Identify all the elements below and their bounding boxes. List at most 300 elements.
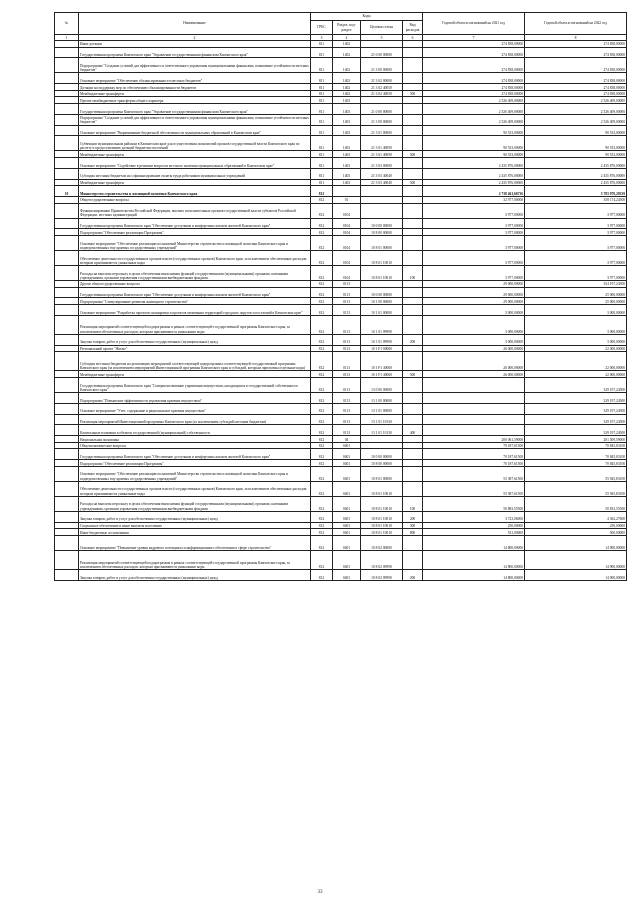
row-name: Общеэкономические вопросы [79,442,311,449]
row-target [361,186,403,197]
row-vr [403,157,423,168]
row-name: Расходы на выплаты персоналу в целях обеспечения выполнения функций государственными (муниципальными) органами, казенными учреждениями, органами управления государственными внебюджетными фондами [79,265,311,280]
row-amount-2021: 274 838,00000 [423,47,525,58]
row-grbs: 812 [311,203,333,218]
table-row [55,41,627,48]
row-amount-2021: 250,00000 [423,522,525,529]
row-amount-2021: 55 387,61500 [423,466,525,481]
row-amount-2022: 25 000,00000 [525,287,627,298]
row-target: 10 1 F1 40060 [361,371,403,378]
row-amount-2022: 22 000,00000 [525,352,627,371]
row-amount-2021: 3 000,00000 [423,315,525,334]
row-amount-2021: 29 000,00000 [423,298,525,305]
row-amount-2021: 3 977,00000 [423,229,525,236]
row-amount-2022: 2 526 409,00000 [525,97,627,104]
row-target: 21 3 02 40050 [361,84,403,91]
row-name: Подпрограмма "Повышение эффективности управления краевым имуществом" [79,393,311,404]
row-target: 21 3 01 40090 [361,151,403,158]
row-amount-2021: 70 187,61500 [423,442,525,449]
row-grbs: 812 [311,535,333,550]
row-target: 21 3 02 00000 [361,73,403,84]
row-amount-2021: 14 800,00000 [423,570,525,581]
table-row [55,250,627,265]
row-vr [403,47,423,58]
row-amount-2022: 3 977,00000 [525,265,627,280]
row-amount-2021 [423,425,525,436]
row-vr [403,136,423,151]
table-row [55,550,627,569]
row-target [361,280,403,287]
row-vr: 500 [403,371,423,378]
row-razdel: 0113 [333,393,361,404]
row-amount-2021: 3 977,00000 [423,265,525,280]
table-row [55,460,627,467]
row-number: 10 [55,186,79,197]
row-number [55,203,79,218]
row-number [55,403,79,414]
row-vr [403,73,423,84]
row-razdel: 0113 [333,304,361,315]
row-razdel: 1403 [333,151,361,158]
row-target: 10 1 01 09990 [361,315,403,334]
row-vr: 100 [403,265,423,280]
page-number: 33 [317,890,323,895]
table-row [55,114,627,125]
row-vr [403,298,423,305]
row-grbs: 811 [311,41,333,48]
row-number [55,235,79,250]
column-number: 8 [525,35,627,41]
table-row [55,229,627,236]
row-vr: 200 [403,511,423,522]
row-grbs: 812 [311,522,333,529]
row-number [55,414,79,425]
row-amount-2021: 70 187,61500 [423,460,525,467]
row-name: Подпрограмма "Стимулирование развития жилищного строительства" [79,298,311,305]
row-amount-2021: 55 387,61500 [423,481,525,496]
row-amount-2022: 329 197,24500 [525,403,627,414]
header-codes: Коды [311,13,423,21]
row-number [55,481,79,496]
row-razdel: 0401 [333,570,361,581]
row-target: 21 3 01 40090 [361,136,403,151]
row-amount-2022: 201 509,59000 [525,436,627,443]
row-amount-2021: 3 977,00000 [423,250,525,265]
row-amount-2021 [423,403,525,414]
row-name: Подпрограмма "Обеспечение реализации Программы" [79,460,311,467]
row-amount-2021: 50 883,55500 [423,496,525,511]
row-name: Субвенции муниципальным районам в Камчатском крае для осуществления полномочий органов государственной власти Камчатского края по расчету и предоставлению дотаций бюджетам поселений [79,136,311,151]
row-grbs: 812 [311,352,333,371]
row-target: 13 1 01 00000 [361,403,403,414]
budget-table [54,12,627,581]
row-amount-2022: 329 197,24500 [525,393,627,404]
row-razdel: 0113 [333,334,361,345]
row-target: 21 3 03 40040 [361,179,403,186]
row-grbs: 812 [311,529,333,536]
row-target: 10 1 00 00000 [361,298,403,305]
row-razdel: 0401 [333,466,361,481]
row-number [55,168,79,179]
row-number [55,449,79,460]
row-grbs: 811 [311,58,333,73]
row-number [55,151,79,158]
row-number [55,550,79,569]
row-grbs: 812 [311,414,333,425]
row-number [55,136,79,151]
row-razdel: 1402 [333,47,361,58]
row-vr [403,393,423,404]
row-name: Государственная программа Камчатского края "Обеспечение доступным и комфортным жильем жителей Камчатского края" [79,449,311,460]
row-grbs: 812 [311,186,333,197]
row-target: 21 3 03 40040 [361,168,403,179]
row-razdel: 1402 [333,58,361,73]
row-amount-2022: 358 174,24500 [525,196,627,203]
row-target: 21 3 02 40050 [361,90,403,97]
row-grbs: 812 [311,481,333,496]
row-amount-2021: 2 435 876,00000 [423,157,525,168]
row-vr [403,304,423,315]
table-row [55,529,627,536]
row-razdel: 0113 [333,287,361,298]
row-vr: 500 [403,151,423,158]
table-row [55,47,627,58]
table-row [55,287,627,298]
row-name: Основное мероприятие "Содействие в решении вопросов местного значения муниципальных образований в Камчатском крае" [79,157,311,168]
table-row [55,97,627,104]
row-name: Социальное обеспечение и иные выплаты населению [79,522,311,529]
row-amount-2022: 250,00000 [525,522,627,529]
row-target: 21 3 03 00000 [361,157,403,168]
row-vr: 200 [403,570,423,581]
row-target: 10 8 02 09990 [361,550,403,569]
table-row [55,436,627,443]
row-grbs: 812 [311,466,333,481]
row-grbs: 812 [311,393,333,404]
row-vr [403,550,423,569]
row-amount-2022: 3 977,00000 [525,218,627,229]
row-razdel: 0113 [333,371,361,378]
row-razdel: 0104 [333,218,361,229]
row-target: 10 1 01 00000 [361,304,403,315]
row-number [55,466,79,481]
row-amount-2022: 274 838,00000 [525,90,627,97]
row-vr [403,315,423,334]
table-body [55,41,627,581]
row-amount-2021: 274 838,00000 [423,90,525,97]
row-name: Основное мероприятие "Обеспечение реализации полномочий Министерства строительства и жилищной политики Камчатского края и подведомственных ему краевых государственных учреждений" [79,466,311,481]
row-vr: 500 [403,179,423,186]
row-target: 10 1 F1 40060 [361,352,403,371]
row-name: Основное мероприятие "Выравнивание бюджетной обеспеченности муниципальных образований в Камчатском крае" [79,125,311,136]
row-grbs: 812 [311,449,333,460]
row-amount-2021: 2 526 409,00000 [423,103,525,114]
row-name: Расходы на выплаты персоналу в целях обеспечения выполнения функций государственными (муниципальными) органами, казенными учреждениями, органами управления государственными внебюджетными фондами [79,496,311,511]
table-row [55,151,627,158]
header-num: № [55,13,79,35]
row-amount-2022: 3 000,00000 [525,304,627,315]
row-number [55,250,79,265]
row-number [55,378,79,393]
row-razdel: 0401 [333,442,361,449]
row-vr [403,196,423,203]
header-2022: Годовой объем ассигнований на 2022 год [525,13,627,35]
row-grbs: 812 [311,235,333,250]
row-target: 21 3 00 00000 [361,114,403,125]
row-grbs: 812 [311,218,333,229]
row-razdel: 0113 [333,345,361,352]
row-name: Реализация мероприятий соответствующей подпрограммы в рамках соответствующей государственной программы Камчатского края, за исключением обеспеченных расходов, которым присваиваются уникальные коды [79,550,311,569]
table-row [55,235,627,250]
row-grbs: 811 [311,90,333,97]
row-name: Государственная программа Камчатского края "Обеспечение доступным и комфортным жильем жителей Камчатского края" [79,218,311,229]
row-vr [403,41,423,48]
row-razdel: 0104 [333,265,361,280]
row-amount-2021: 26 000,00000 [423,345,525,352]
row-number [55,535,79,550]
row-name: Основное мероприятие "Обеспечение реализации полномочий Министерства строительства и жилищной политики Камчатского края и подведомственных ему краевых государственных учреждений" [79,235,311,250]
row-amount-2021: 3 723,06000 [423,511,525,522]
row-amount-2021: 32 977,00000 [423,196,525,203]
row-razdel: 0401 [333,449,361,460]
row-target: 10 1 F1 00000 [361,345,403,352]
row-amount-2022: 14 900,00000 [525,550,627,569]
table-row [55,466,627,481]
row-amount-2021: 274 838,00000 [423,41,525,48]
table-row [55,403,627,414]
table-row [55,481,627,496]
row-grbs: 812 [311,345,333,352]
row-vr: 300 [403,522,423,529]
row-amount-2021: 90 533,00000 [423,151,525,158]
header-cs: Целевая статья [361,21,403,35]
row-grbs: 812 [311,280,333,287]
row-amount-2022: 500,00000 [525,529,627,536]
row-vr [403,97,423,104]
row-razdel: 0104 [333,229,361,236]
row-grbs: 812 [311,496,333,511]
row-amount-2021: 3 977,00000 [423,235,525,250]
row-amount-2021: 14 800,00000 [423,535,525,550]
table-row [55,168,627,179]
row-target [361,97,403,104]
row-razdel: 0113 [333,403,361,414]
row-amount-2021: 2 738 461,66736 [423,186,525,197]
row-amount-2022: 14 900,00000 [525,535,627,550]
row-grbs: 812 [311,570,333,581]
row-target: 13 1 01 10130 [361,425,403,436]
row-number [55,157,79,168]
row-razdel: 0113 [333,280,361,287]
row-target [361,436,403,443]
table-row [55,179,627,186]
row-grbs: 811 [311,84,333,91]
table-row [55,90,627,97]
row-name: Обеспечение деятельности государственных органов власти (государственных органов) Камчатского края, за исключением обеспеченных расходов, которым присваиваются уникальные коды [79,481,311,496]
row-grbs: 811 [311,47,333,58]
row-vr: 800 [403,529,423,536]
row-name: Межбюджетные трансферты [79,90,311,97]
row-name: Подпрограмма "Создание условий для эффективного и ответственного управления муниципальными финансами, повышение устойчивости местных бюджетов" [80,116,309,125]
column-number: 2 [79,35,311,41]
table-row [55,186,627,197]
row-vr [403,403,423,414]
row-grbs: 811 [311,73,333,84]
row-amount-2022: 55 945,83100 [525,481,627,496]
row-target: 10 8 01 10010 [361,496,403,511]
row-number [55,529,79,536]
table-row [55,203,627,218]
table-row [55,218,627,229]
row-amount-2021: 2 435 876,00000 [423,168,525,179]
row-name: Подпрограмма "Обеспечение реализации Программы" [79,229,311,236]
row-razdel: 1403 [333,136,361,151]
row-amount-2022: 90 533,00000 [525,125,627,136]
row-name: Иные дотации [79,41,311,48]
row-target: 13 0 00 00000 [361,378,403,393]
row-name: Общегосударственные вопросы [79,196,311,203]
row-target: 21 3 01 00000 [361,125,403,136]
row-amount-2022: 329 197,24500 [525,378,627,393]
row-grbs: 811 [311,97,333,104]
row-target: 10 0 00 00000 [361,218,403,229]
row-number [55,496,79,511]
row-name: Дотации на поддержку мер по обеспечению сбалансированности бюджетов [79,84,311,91]
row-razdel: 1403 [333,114,361,125]
table-row [55,304,627,315]
row-amount-2022: 329 197,24500 [525,414,627,425]
row-razdel: 0113 [333,315,361,334]
row-razdel: 1403 [333,179,361,186]
row-number [55,511,79,522]
row-razdel: 0113 [333,298,361,305]
row-amount-2022: 70 845,83100 [525,442,627,449]
table-row [55,371,627,378]
table-row [55,352,627,371]
row-vr [403,449,423,460]
row-target: 10 8 01 10010 [361,529,403,536]
row-amount-2022: 3 977,00000 [525,229,627,236]
table-row [55,496,627,511]
row-razdel: 1402 [333,73,361,84]
row-grbs: 811 [311,103,333,114]
table-row [55,522,627,529]
row-amount-2021 [423,378,525,393]
row-razdel: 01 [333,196,361,203]
row-name: Государственная программа Камчатского края "Обеспечение доступным и комфортным жильем жителей Камчатского края" [79,287,311,298]
row-number [55,47,79,58]
row-grbs: 812 [311,334,333,345]
column-number: 7 [423,35,525,41]
row-name: Иные бюджетные ассигнования [79,529,311,536]
table-row [55,125,627,136]
row-number [55,304,79,315]
row-name: Прочие межбюджетные трансферты общего характера [79,97,311,104]
table-row [55,315,627,334]
row-razdel: 1402 [333,90,361,97]
row-razdel: 1403 [333,97,361,104]
row-grbs: 812 [311,442,333,449]
row-amount-2021: 2 435 876,00000 [423,179,525,186]
row-razdel: 0401 [333,529,361,536]
row-vr [403,125,423,136]
row-grbs: 812 [311,511,333,522]
row-number [55,315,79,334]
row-vr [403,345,423,352]
row-amount-2021: 26 000,00000 [423,352,525,371]
row-number [55,265,79,280]
row-name: Государственная программа Камчатского края "Совершенствование управления имуществом, находящимся в государственной собственности Камчатского края" [79,378,311,393]
row-name: Межбюджетные трансферты [79,151,311,158]
row-razdel: 1403 [333,125,361,136]
row-grbs: 811 [311,125,333,136]
row-razdel: 0113 [333,378,361,393]
row-number [55,125,79,136]
row-amount-2022: 3 977,00000 [525,235,627,250]
row-grbs: 811 [311,136,333,151]
row-amount-2022: 2 526 409,00000 [525,114,627,125]
row-razdel: 1402 [333,41,361,48]
row-target: 10 8 02 09990 [361,570,403,581]
row-target [361,203,403,218]
row-vr [403,287,423,298]
row-grbs: 812 [311,436,333,443]
row-number [55,393,79,404]
row-grbs: 811 [311,168,333,179]
row-amount-2022: 22 000,00000 [525,371,627,378]
row-amount-2021: 3 000,00000 [423,334,525,345]
row-vr: 100 [403,496,423,511]
row-vr [403,203,423,218]
row-target: 10 1 01 09990 [361,334,403,345]
row-amount-2021: 70 187,61500 [423,449,525,460]
row-amount-2022: 14 900,00000 [525,570,627,581]
row-vr [403,250,423,265]
row-number [55,442,79,449]
row-razdel: 0104 [333,203,361,218]
table-row [55,378,627,393]
row-amount-2022: 25 000,00000 [525,298,627,305]
row-name: Реализация мероприятий соответствующей подпрограммы в рамках соответствующей государственной программы Камчатского края, за исключением обеспеченных расходов, которым присваиваются уникальные коды [79,315,311,334]
row-amount-2022: 22 000,00000 [525,345,627,352]
row-name: Обеспечение деятельности государственных органов власти (государственных органов) Камчатского края, за исключением обеспеченных расходов, которым присваиваются уникальные коды [79,250,311,265]
row-amount-2022: 274 838,00000 [525,58,627,73]
row-amount-2021: 274 838,00000 [423,58,525,73]
column-number: 5 [361,35,403,41]
row-amount-2022: 70 845,83100 [525,449,627,460]
row-target: 10 8 02 00000 [361,535,403,550]
row-name: Субсидия местным бюджетам на софинансирование оплаты труда работников муниципальных учреждений [79,168,311,179]
row-razdel: 0401 [333,496,361,511]
row-grbs: 812 [311,250,333,265]
row-name: Субсидии местным бюджетам на реализацию мероприятий соответствующей подпрограммы соответствующей государственной программы Камчатского края (за исключением мероприятий Инвестиционной программы Камчатского края и субсидий, которым присвоены отдельные коды) [79,352,311,371]
row-vr [403,58,423,73]
row-amount-2022: 3 977,00000 [525,250,627,265]
row-number [55,84,79,91]
row-target [361,41,403,48]
row-name: Государственная программа Камчатского края "Управление государственными финансами Камчатского края" [79,47,311,58]
row-amount-2022: 2 435 876,00000 [525,168,627,179]
row-amount-2021: 3 977,00000 [423,218,525,229]
row-number [55,103,79,114]
row-target: 10 8 01 10010 [361,481,403,496]
row-vr [403,235,423,250]
row-amount-2022: 70 845,83100 [525,460,627,467]
header-razdel: Раздел, под-раздел [333,21,361,35]
row-target: 10 8 01 00000 [361,235,403,250]
row-grbs: 811 [311,179,333,186]
row-amount-2022: 90 533,00000 [525,136,627,151]
